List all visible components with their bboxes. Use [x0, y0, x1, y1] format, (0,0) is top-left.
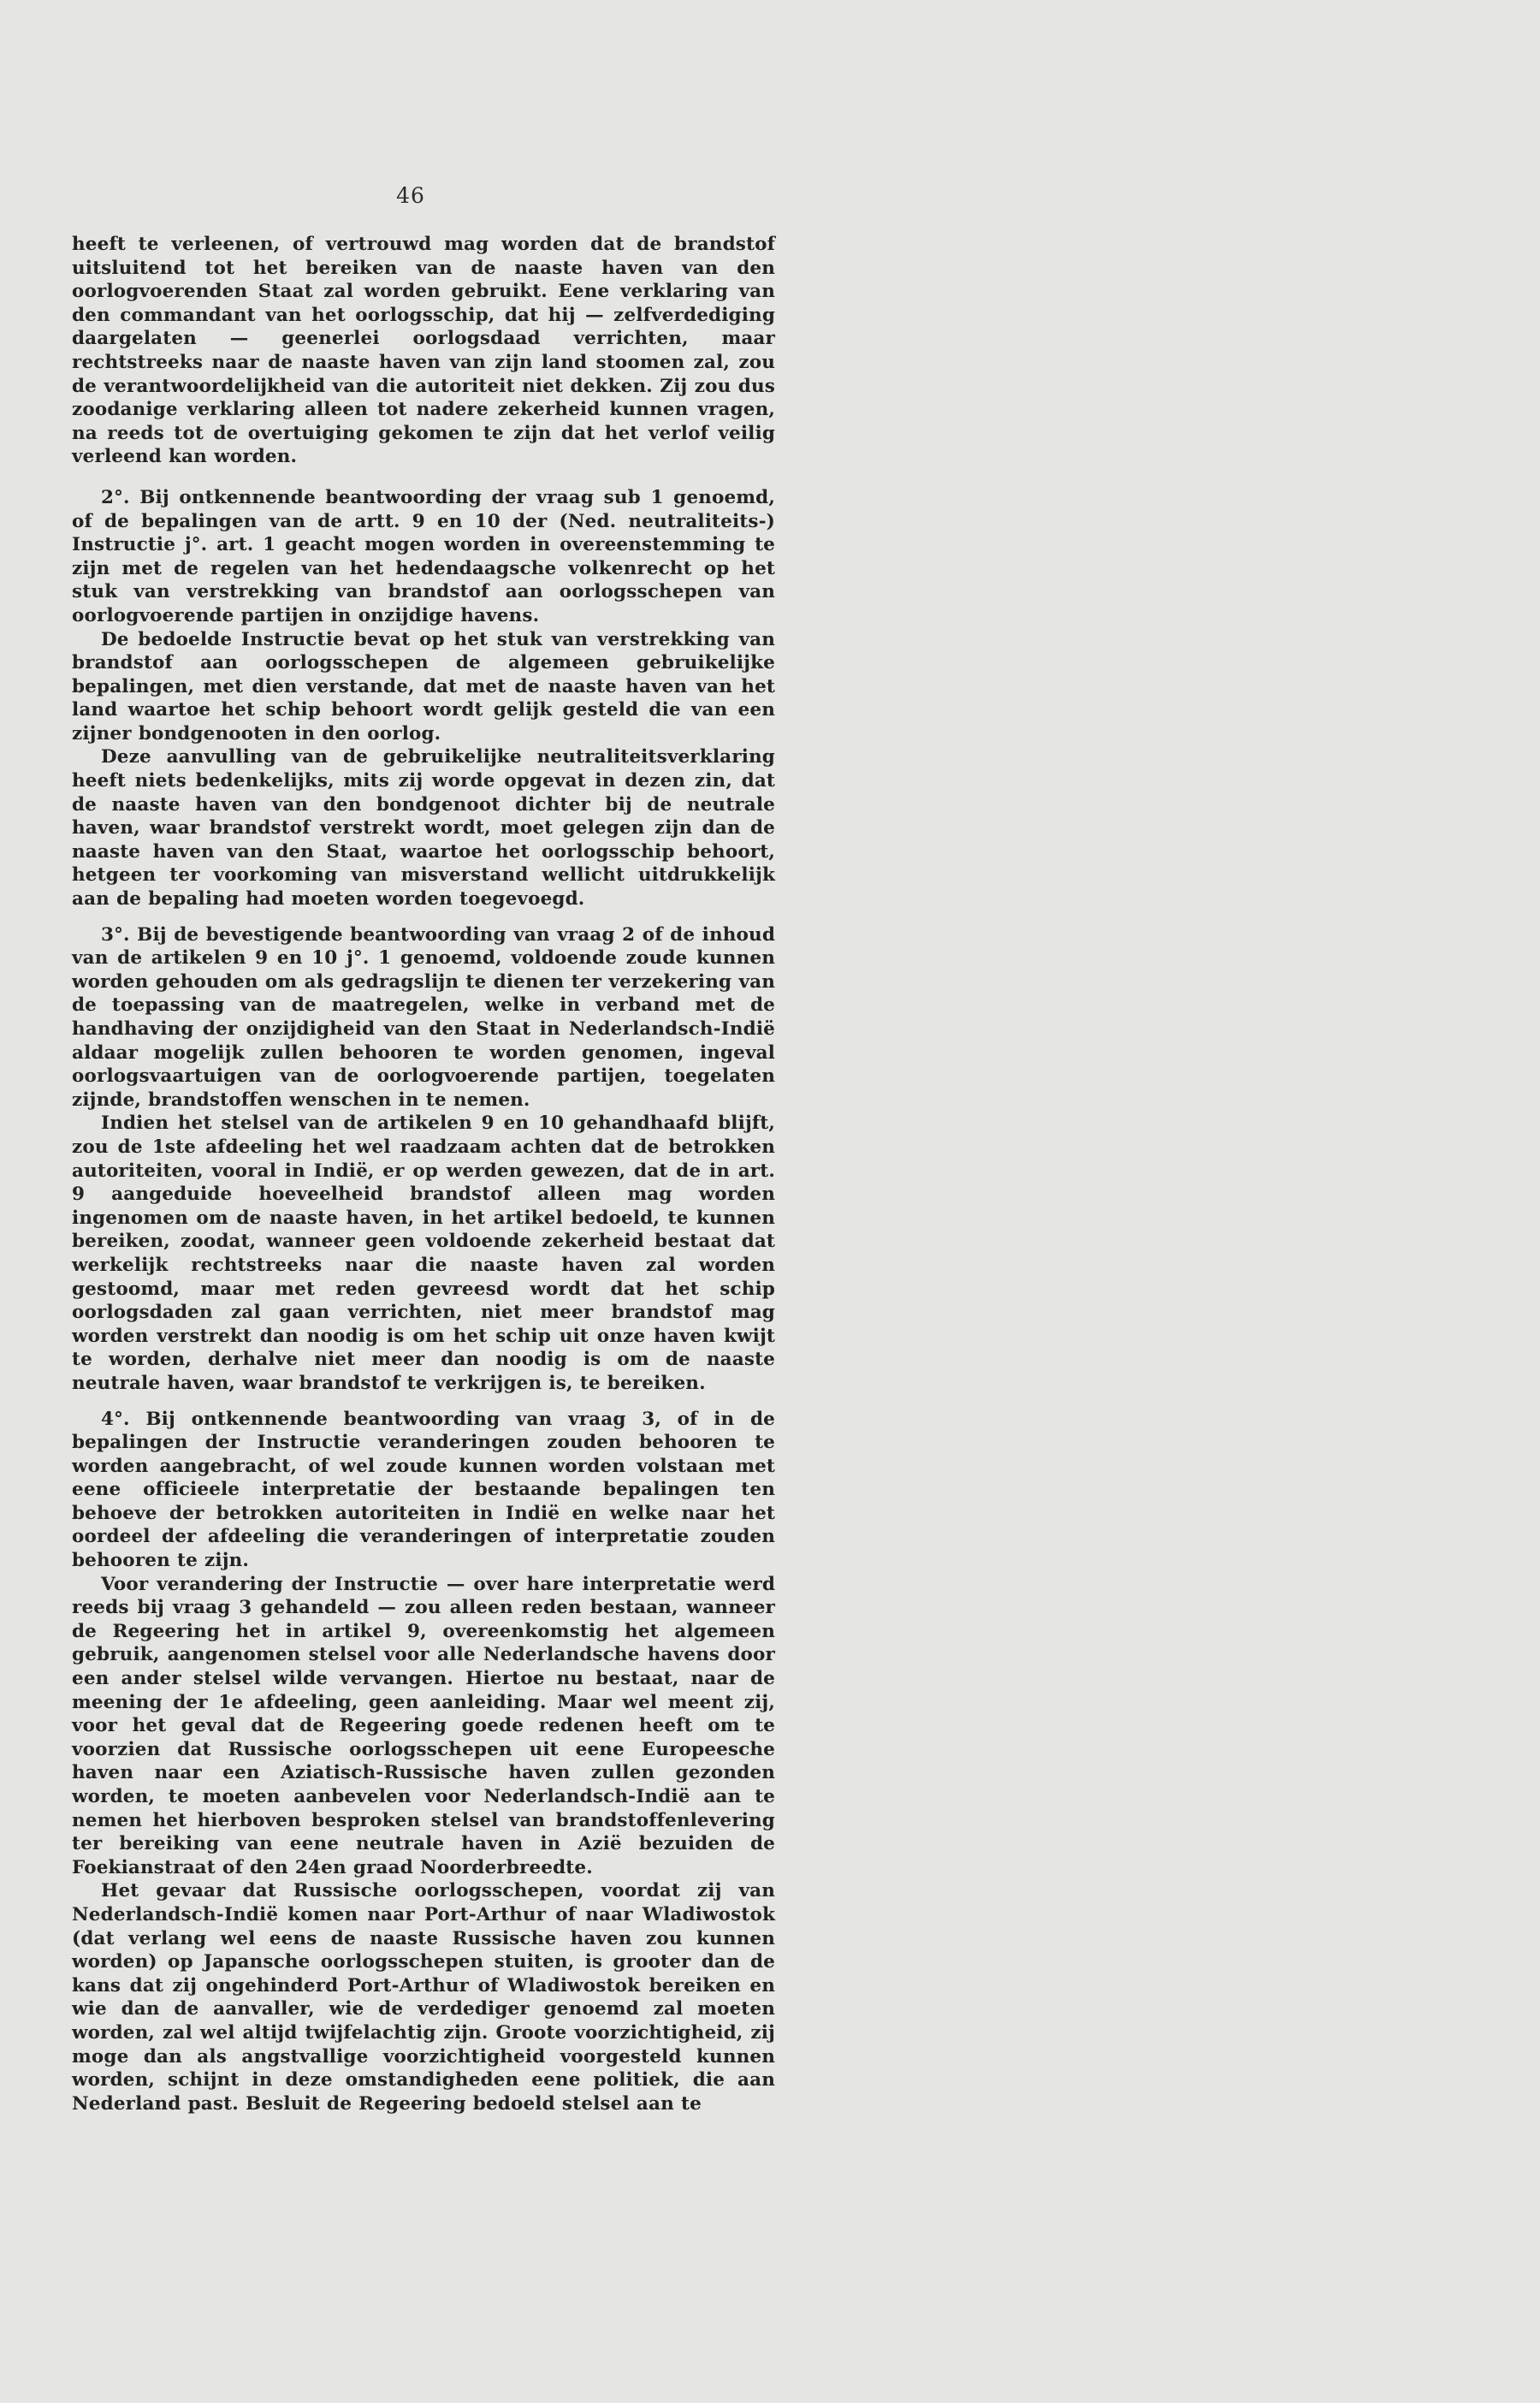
page-number: 46 — [396, 183, 425, 208]
paragraph: Indien het stelsel van de artikelen 9 en 10 gehandhaafd blijft, zou de 1ste afdeeling het wel raadzaam achten dat de betrokken autoriteiten, vooral in Indië, er op werden gewezen, dat de in art. 9 aangeduide hoeveelheid brandstof alleen mag worden ingenomen om de naaste haven, in het artikel bedoeld, te kunnen bereiken, zoodat, wanneer geen voldoende zekerheid bestaat dat werkelijk rechtstreeks naar die naaste haven zal worden gestoomd, maar met reden gevreesd wordt dat het schip oorlogsdaden zal gaan verrichten, niet meer brandstof mag worden verstrekt dan noodig is om het schip uit onze haven kwijt te worden, derhalve niet meer dan noodig is om de naaste neutrale haven, waar brandstof te verkrijgen is, te bereiken. — [72, 1112, 775, 1394]
paragraph: Het gevaar dat Russische oorlogsschepen, voordat zij van Nederlandsch-Indië komen naar Port-Arthur of naar Wladiwostok (dat verlang wel eens de naaste Russische haven zou kunnen worden) op Japansche oorlogsschepen stuiten, is grooter dan de kans dat zij ongehinderd Port-Arthur of Wladiwostok bereiken en wie dan de aanvaller, wie de verdediger genoemd zal moeten worden, zal wel altijd twijfelachtig zijn. Groote voorzichtigheid, zij moge dan als angstvallige voorzichtigheid voorgesteld kunnen worden, schijnt in deze omstandigheden eene politiek, die aan Nederland past. Besluit de Regeering bedoeld stelsel aan te — [72, 1880, 775, 2115]
paragraph: heeft te verleenen, of vertrouwd mag worden dat de brandstof uitsluitend tot het bereiken van de naaste haven van den oorlogvoerenden Staat zal worden gebruikt. Eene verklaring van den commandant van het oorlogsschip, dat hij — zelfverdediging daargelaten — geenerlei oorlogsdaad verrichten, maar rechtstreeks naar de naaste haven van zijn land stoomen zal, zou de verantwoordelijkheid van die autoriteit niet dekken. Zij zou dus zoodanige verklaring alleen tot nadere zekerheid kunnen vragen, na reeds tot de overtuiging gekomen te zijn dat het verlof veilig verleend kan worden. — [72, 234, 775, 468]
paragraph: Deze aanvulling van de gebruikelijke neutraliteitsverklaring heeft niets bedenkelijks, mits zij worde opgevat in dezen zin, dat de naaste haven van den bondgenoot dichter bij de neutrale haven, waar brandstof verstrekt wordt, moet gelegen zijn dan de naaste haven van den Staat, waartoe het oorlogsschip behoort, hetgeen ter voorkoming van misverstand wellicht uitdrukkelijk aan de bepaling had moeten worden toegevoegd. — [72, 746, 775, 911]
paragraph: 4°. Bij ontkennende beantwoording van vraag 3, of in de bepalingen der Instructie veranderingen zouden behooren te worden aangebracht, of wel zoude kunnen worden volstaan met eene officieele interpretatie der bestaande bepalingen ten behoeve der betrokken autoriteiten in Indië en welke naar het oordeel der afdeeling die veranderingen of interpretatie zouden behooren te zijn. — [72, 1408, 775, 1572]
paragraph: Voor verandering der Instructie — over hare interpretatie werd reeds bij vraag 3 gehandeld — zou alleen reden bestaan, wanneer de Regeering het in artikel 9, overeenkomstig het algemeen gebruik, aangenomen stelsel voor alle Nederlandsche havens door een ander stelsel wilde vervangen. Hiertoe nu bestaat, naar de meening der 1e afdeeling, geen aanleiding. Maar wel meent zij, voor het geval dat de Regeering goede redenen heeft om te voorzien dat Russische oorlogsschepen uit eene Europeesche haven naar een Aziatisch-Russische haven zullen gezonden worden, te moeten aanbevelen voor Nederlandsch-Indië aan te nemen het hierboven besproken stelsel van brandstoffenlevering ter bereiking van eene neutrale haven in Azië bezuiden de Foekianstraat of den 24en graad Noorderbreedte. — [72, 1573, 775, 1878]
paragraph: 3°. Bij de bevestigende beantwoording van vraag 2 of de inhoud van de artikelen 9 en 10 j°. 1 genoemd, voldoende zoude kunnen worden gehouden om als gedragslijn te dienen ter verzekering van de toepassing van de maatregelen, welke in verband met de handhaving der onzijdigheid van den Staat in Nederlandsch-Indië aldaar mogelijk zullen behooren te worden genomen, ingeval oorlogsvaartuigen van de oorlogvoerende partijen, toegelaten zijnde, brandstoffen wenschen in te nemen. — [72, 923, 775, 1111]
text-column — [72, 233, 775, 2115]
paragraph: 2°. Bij ontkennende beantwoording der vraag sub 1 genoemd, of de bepalingen van de artt. 9 en 10 der (Ned. neutraliteits-) Instructie j°. art. 1 geacht mogen worden in overeenstemming te zijn met de regelen van het hedendaagsche volkenrecht op het stuk van verstrekking van brandstof aan oorlogsschepen van oorlogvoerende partijen in onzijdige havens. — [72, 486, 775, 626]
paragraph: De bedoelde Instructie bevat op het stuk van verstrekking van brandstof aan oorlogsschepen de algemeen gebruikelijke bepalingen, met dien verstande, dat met de naaste haven van het land waartoe het schip behoort wordt gelijk gesteld die van een zijner bondgenooten in den oorlog. — [72, 628, 775, 745]
